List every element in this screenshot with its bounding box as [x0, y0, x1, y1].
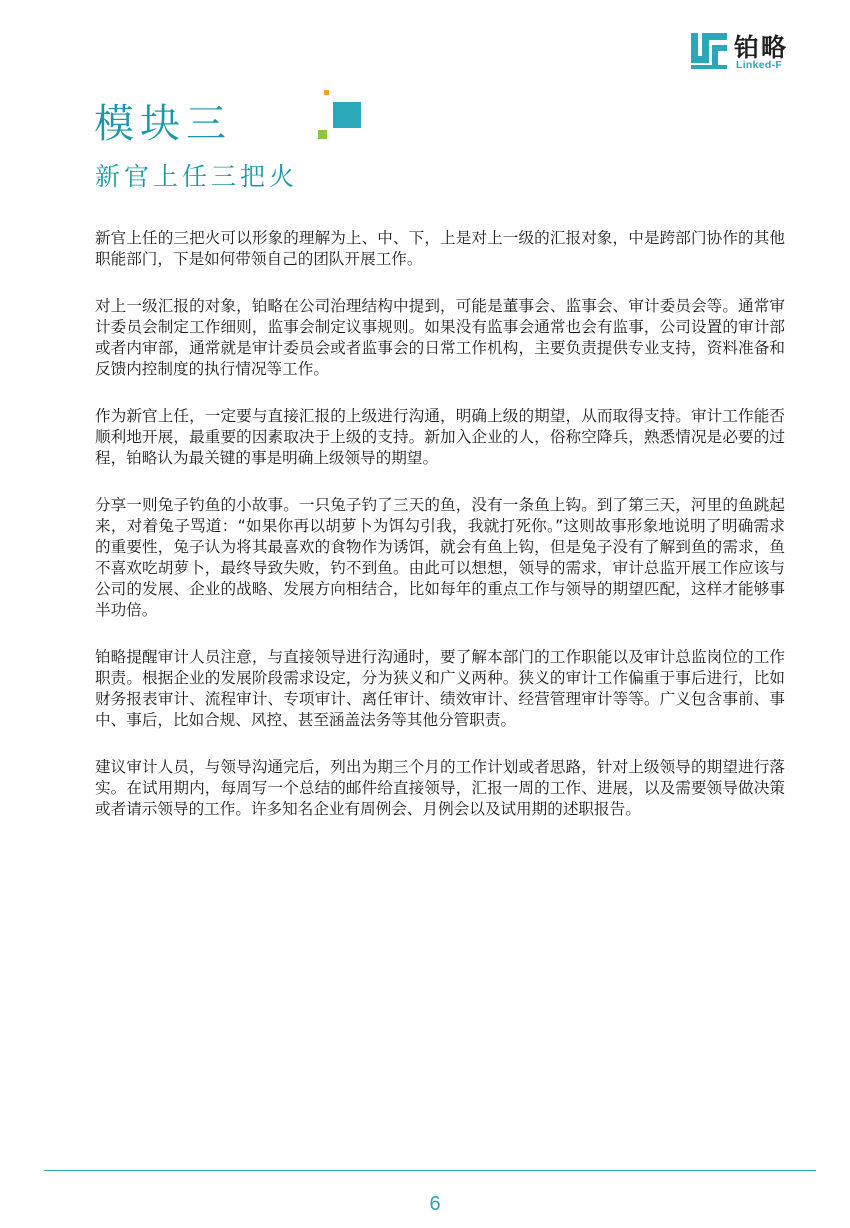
page-number: 6: [429, 1193, 441, 1215]
logo-name: 铂略: [734, 33, 789, 62]
teal-square: [333, 102, 361, 128]
paragraph: 作为新官上任，一定要与直接汇报的上级进行沟通，明确上级的期望，从而取得支持。审计工作能否顺利地开展，最重要的因素取决于上级的支持。新加入企业的人，俗称空降兵，熟悉情况是必要的过程，铂略认为最关键的事是明确上级领导的期望。: [95, 407, 785, 467]
module-title: 模块三: [94, 101, 232, 147]
paragraph: 建议审计人员，与领导沟通完后，列出为期三个月的工作计划或者思路，针对上级领导的期望进行落实。在试用期内，每周写一个总结的邮件给直接领导，汇报一周的工作、进展，以及需要领导做决策或者请示领导的工作。许多知名企业有周例会、月例会以及试用期的述职报告。: [95, 758, 785, 818]
paragraph: 对上一级汇报的对象，铂略在公司治理结构中提到，可能是董事会、监事会、审计委员会等。通常审计委员会制定工作细则，监事会制定议事规则。如果没有监事会通常也会有监事，公司设置的审计部或者内审部，通常就是审计委员会或者监事会的日常工作机构，主要负责提供专业支持，资料准备和反馈内控制度的执行情况等工作。: [95, 297, 785, 378]
decorative-squares: [318, 90, 368, 145]
orange-square: [324, 90, 329, 95]
paragraph: 分享一则兔子钓鱼的小故事。一只兔子钓了三天的鱼，没有一条鱼上钩。到了第三天，河里的鱼跳起来，对着兔子骂道：“如果你再以胡萝卜为饵勾引我，我就打死你。”这则故事形象地说明了明确需求的重要性，兔子认为将其最喜欢的食物作为诱饵，就会有鱼上钩，但是兔子没有了解到鱼的需求，鱼不喜欢吃胡萝卜，最终导致失败，钓不到鱼。由此可以想想，领导的需求，审计总监开展工作应该与公司的发展、企业的战略、发展方向相结合，比如每年的重点工作与领导的期望匹配，这样才能够事半功倍。: [95, 496, 785, 619]
green-square: [318, 130, 327, 139]
linked-f-logo-icon: [690, 32, 728, 70]
paragraph: 新官上任的三把火可以形象的理解为上、中、下，上是对上一级的汇报对象，中是跨部门协作的其他职能部门，下是如何带领自己的团队开展工作。: [95, 229, 785, 268]
article-body: [95, 228, 785, 846]
logo-subtitle: Linked-F: [736, 59, 783, 71]
company-logo: [690, 30, 820, 74]
footer-divider: [44, 1170, 816, 1171]
paragraph: 铂略提醒审计人员注意，与直接领导进行沟通时，要了解本部门的工作职能以及审计总监岗位的工作职责。根据企业的发展阶段需求设定，分为狭义和广义两种。狭义的审计工作偏重于事后进行，比如财务报表审计、流程审计、专项审计、离任审计、绩效审计、经营管理审计等等。广义包含事前、事中、事后，比如合规、风控、甚至涵盖法务等其他分管职责。: [95, 648, 785, 729]
module-subtitle: 新官上任三把火: [95, 162, 299, 191]
